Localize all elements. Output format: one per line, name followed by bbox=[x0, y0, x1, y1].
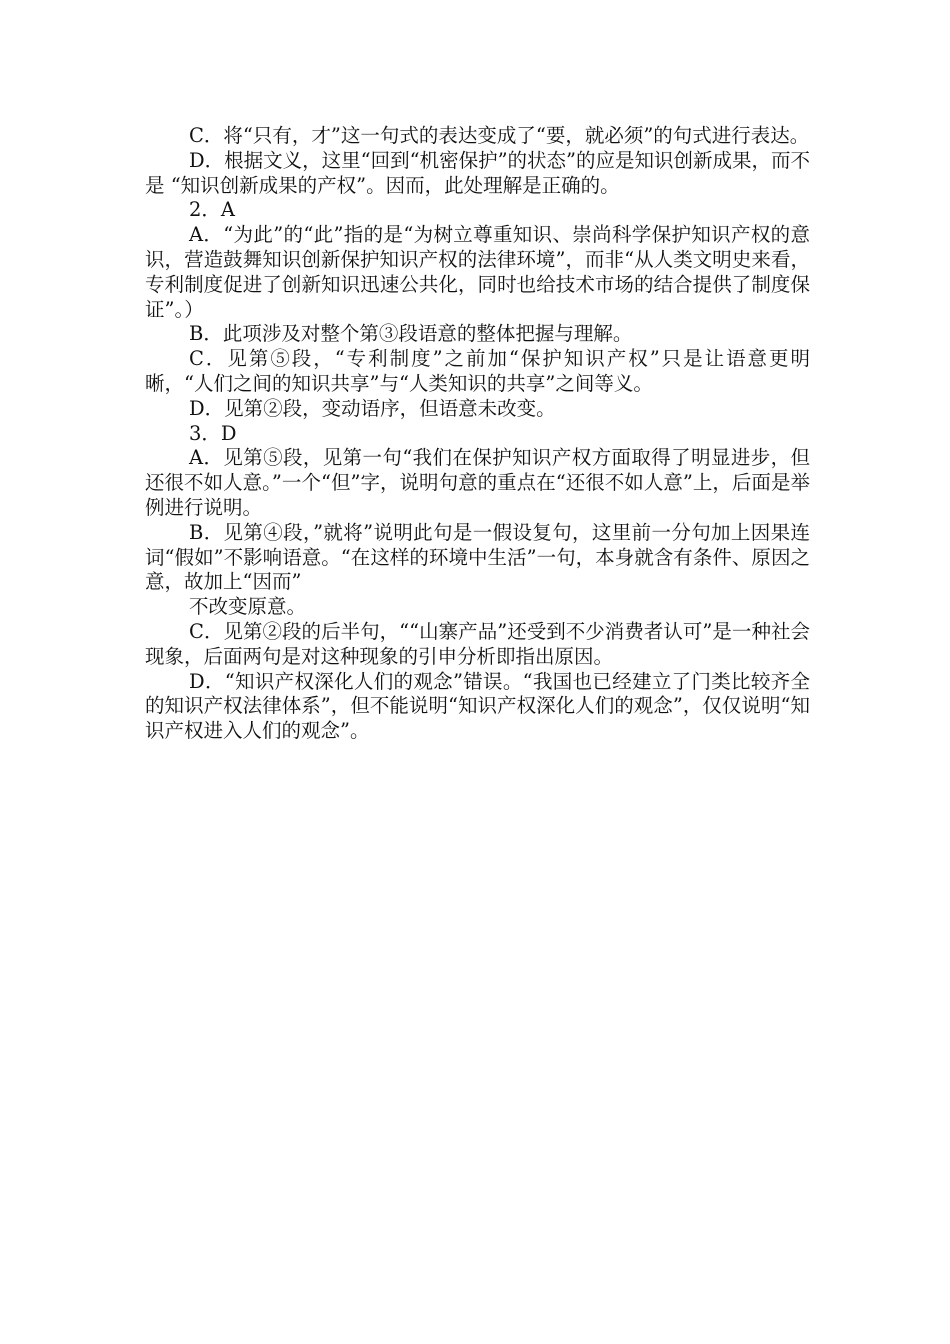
paragraph-3d: D．“知识产权深化人们的观念”错误。“我国也已经建立了门类比较齐全的知识产权法律体系”，但不能说明“知识产权深化人们的观念”，仅仅说明“知识产权进入人们的观念”。 bbox=[145, 669, 810, 743]
question-3-answer: 3．D bbox=[189, 421, 237, 445]
paragraph-3b: B．见第④段，”就将”说明此句是一假设复句，这里前一分句加上因果连词“假如”不影响语意。“在这样的环境中生活”一句，本身就含有条件、原因之意，故加上“因而” bbox=[145, 520, 810, 594]
answer-explanation-text bbox=[145, 124, 810, 744]
paragraph-2b: B．此项涉及对整个第③段语意的整体把握与理解。 bbox=[189, 322, 633, 346]
paragraph-2a: A．“为此”的“此”指的是“为树立尊重知识、崇尚科学保护知识产权的意识，营造鼓舞知识创新保护知识产权的法律环境”，而非“从人类文明史来看，专利制度促进了创新知识迅速公共化，同时也给技术市场的结合提供了制度保证”。） bbox=[145, 223, 810, 321]
paragraph-3c: C．见第②段的后半句，““山寨产品”还受到不少消费者认可”是一种社会现象，后面两句是对这种现象的引申分析即指出原因。 bbox=[145, 619, 810, 668]
paragraph-2c: C．见第⑤段，“专利制度”之前加“保护知识产权”只是让语意更明晰，“人们之间的知识共享”与“人类知识的共享”之间等义。 bbox=[145, 347, 810, 395]
question-2-answer: 2．A bbox=[189, 198, 235, 222]
paragraph-1c: C．将“只有，才”这一句式的表达变成了“要，就必须”的句式进行表达。 bbox=[189, 124, 810, 147]
paragraph-2d: D．见第②段，变动语序，但语意未改变。 bbox=[189, 396, 556, 420]
paragraph-3b-continued: 不改变原意。 bbox=[189, 595, 307, 619]
paragraph-1d: D．根据文义，这里“回到“机密保护”的状态”的应是知识创新成果，而不是 “知识创新成果的产权”。因而，此处理解是正确的。 bbox=[145, 148, 811, 197]
paragraph-3a: A．见第⑤段，见第一句“我们在保护知识产权方面取得了明显进步，但还很不如人意。”一个“但”字，说明句意的重点在“还很不如人意”上，后面是举例进行说明。 bbox=[145, 446, 810, 519]
